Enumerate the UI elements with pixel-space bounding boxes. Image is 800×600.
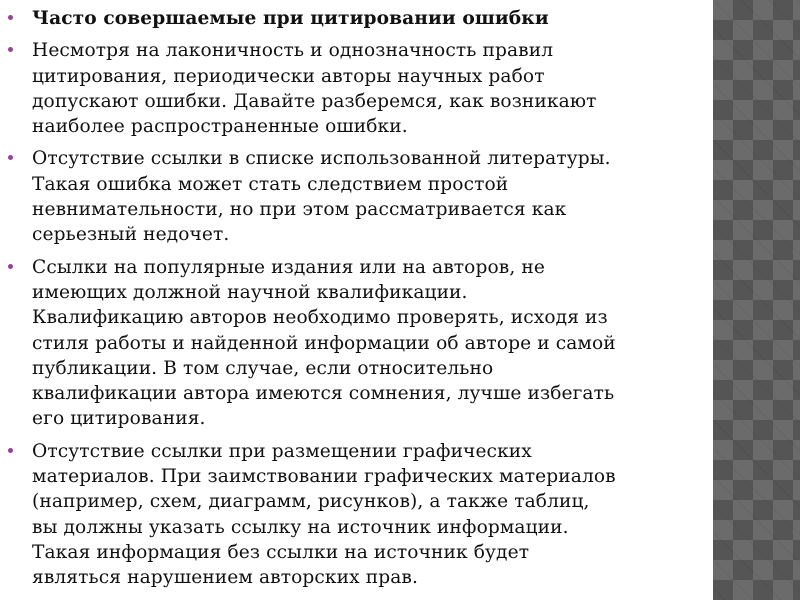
paragraph-line: Такая информация без ссылки на источник будет xyxy=(32,541,530,563)
paragraph-line: допускают ошибки. Давайте разберемся, как возникают xyxy=(32,90,597,112)
paragraph-line: невнимательности, но при этом рассматривается как xyxy=(32,199,567,221)
paragraph-line: вы должны указать ссылку на источник информации. xyxy=(32,516,569,538)
paragraph-line: его цитирования. xyxy=(32,408,206,430)
paragraph-line: имеющих должной научной квалификации. xyxy=(32,281,468,303)
paragraph-line: (например, схем, диаграмм, рисунков), а также таблиц, xyxy=(32,491,590,513)
bullet-icon xyxy=(8,15,13,20)
paragraph-line: стиля работы и найденной информации об авторе и самой xyxy=(32,332,616,354)
paragraph-line: являться нарушением авторских прав. xyxy=(32,567,418,589)
paragraph-line: публикации. В том случае, если относительно xyxy=(32,357,494,379)
pattern-overlay xyxy=(713,0,800,600)
bullet-paragraph xyxy=(0,439,712,591)
bullet-paragraph xyxy=(0,38,712,139)
paragraph-line: Ссылки на популярные издания или на авторов, не xyxy=(32,256,545,278)
paragraph-line: Отсутствие ссылки при размещении графических xyxy=(32,440,532,462)
decorative-diamond-pattern xyxy=(713,0,800,600)
paragraph-line: материалов. При заимствовании графических материалов xyxy=(32,466,616,488)
paragraph-line: серьезный недочет. xyxy=(32,224,230,246)
paragraph-line: наиболее распространенные ошибки. xyxy=(32,116,408,138)
bullet-icon xyxy=(8,47,13,52)
slide-content xyxy=(0,6,712,598)
bullet-icon xyxy=(8,264,13,269)
paragraph-line: квалификации автора имеются сомнения, лучше избегать xyxy=(32,383,615,405)
title-text: Часто совершаемые при цитировании ошибки xyxy=(32,8,549,29)
paragraph-line: Такая ошибка может стать следствием простой xyxy=(32,173,509,195)
bullet-paragraph xyxy=(0,255,712,432)
paragraph-line: Отсутствие ссылки в списке использованной литературы. xyxy=(32,148,611,170)
paragraph-line: цитирования, периодически авторы научных работ xyxy=(32,65,545,87)
bullet-icon xyxy=(8,448,13,453)
slide-title xyxy=(0,6,712,31)
bullet-icon xyxy=(8,155,13,160)
paragraph-line: Несмотря на лаконичность и однозначность правил xyxy=(32,40,554,62)
bullet-paragraph xyxy=(0,146,712,247)
paragraph-line: Квалификацию авторов необходимо проверять, исходя из xyxy=(32,307,608,329)
